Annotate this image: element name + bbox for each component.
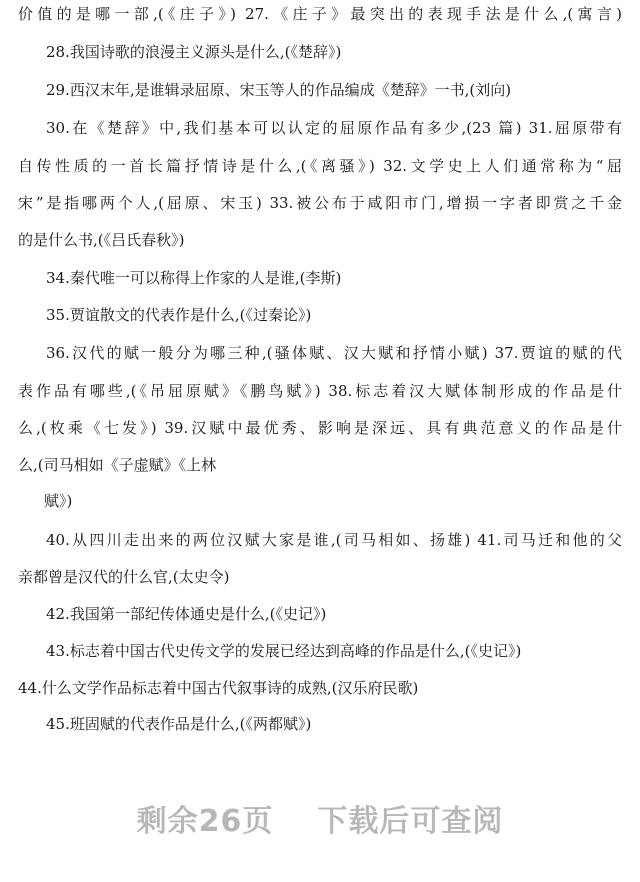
text-line: 亲都曾是汉代的什么官,(太史令)	[18, 568, 230, 586]
text-line: 34.秦代唯一可以称得上作家的人是谁,(李斯)	[46, 269, 342, 287]
text-line: 29.西汉末年,是谁辑录屈原、宋玉等人的作品编成《楚辞》一书,(刘向)	[46, 81, 512, 99]
download-to-view-label: 下载后可查阅	[317, 804, 504, 839]
text-line: 表作品有哪些,(《吊屈原赋》《鹏鸟赋》) 38.标志着汉大赋体制形成的作品是什	[18, 382, 622, 400]
preview-footer	[0, 800, 640, 844]
text-line: 的是什么书,(《吕氏春秋》)	[18, 231, 185, 249]
text-line: 自传性质的一首长篇抒情诗是什么,(《离骚》) 32.文学史上人们通常称为“屈	[18, 157, 622, 175]
text-line: 赋》)	[44, 492, 73, 510]
text-line: 35.贾谊散文的代表作是什么,(《过秦论》)	[46, 306, 312, 324]
text-line: 44.什么文学作品标志着中国古代叙事诗的成熟,(汉乐府民歌)	[18, 679, 419, 697]
text-line: 么,(枚乘《七发》) 39.汉赋中最优秀、影响是深远、具有典范意义的作品是什	[18, 419, 622, 437]
text-line: 宋”是指哪两个人,(屈原、宋玉) 33.被公布于咸阳市门,增损一字者即赏之千金	[18, 194, 622, 212]
text-line: 28.我国诗歌的浪漫主义源头是什么,(《楚辞》)	[46, 43, 342, 61]
text-line: 45.班固赋的代表作品是什么,(《两都赋》)	[46, 715, 312, 733]
text-line: 30.在《楚辞》中,我们基本可以认定的屈原作品有多少,(23 篇) 31.屈原带有	[46, 119, 622, 137]
text-line: 40.从四川走出来的两位汉赋大家是谁,(司马相如、扬雄) 41.司马迁和他的父	[46, 531, 622, 549]
text-line: 价值的是哪一部,(《庄子》) 27.《庄子》最突出的表现手法是什么,(寓言)	[18, 5, 622, 23]
remaining-pages-label: 剩余26页	[136, 804, 274, 839]
text-line: 么,(司马相如《子虚赋》《上林	[18, 456, 217, 474]
text-line: 36.汉代的赋一般分为哪三种,(骚体赋、汉大赋和抒情小赋) 37.贾谊的赋的代	[46, 344, 622, 362]
text-line: 42.我国第一部纪传体通史是什么,(《史记》)	[46, 605, 327, 623]
text-line: 43.标志着中国古代史传文学的发展已经达到高峰的作品是什么,(《史记》)	[46, 642, 522, 660]
